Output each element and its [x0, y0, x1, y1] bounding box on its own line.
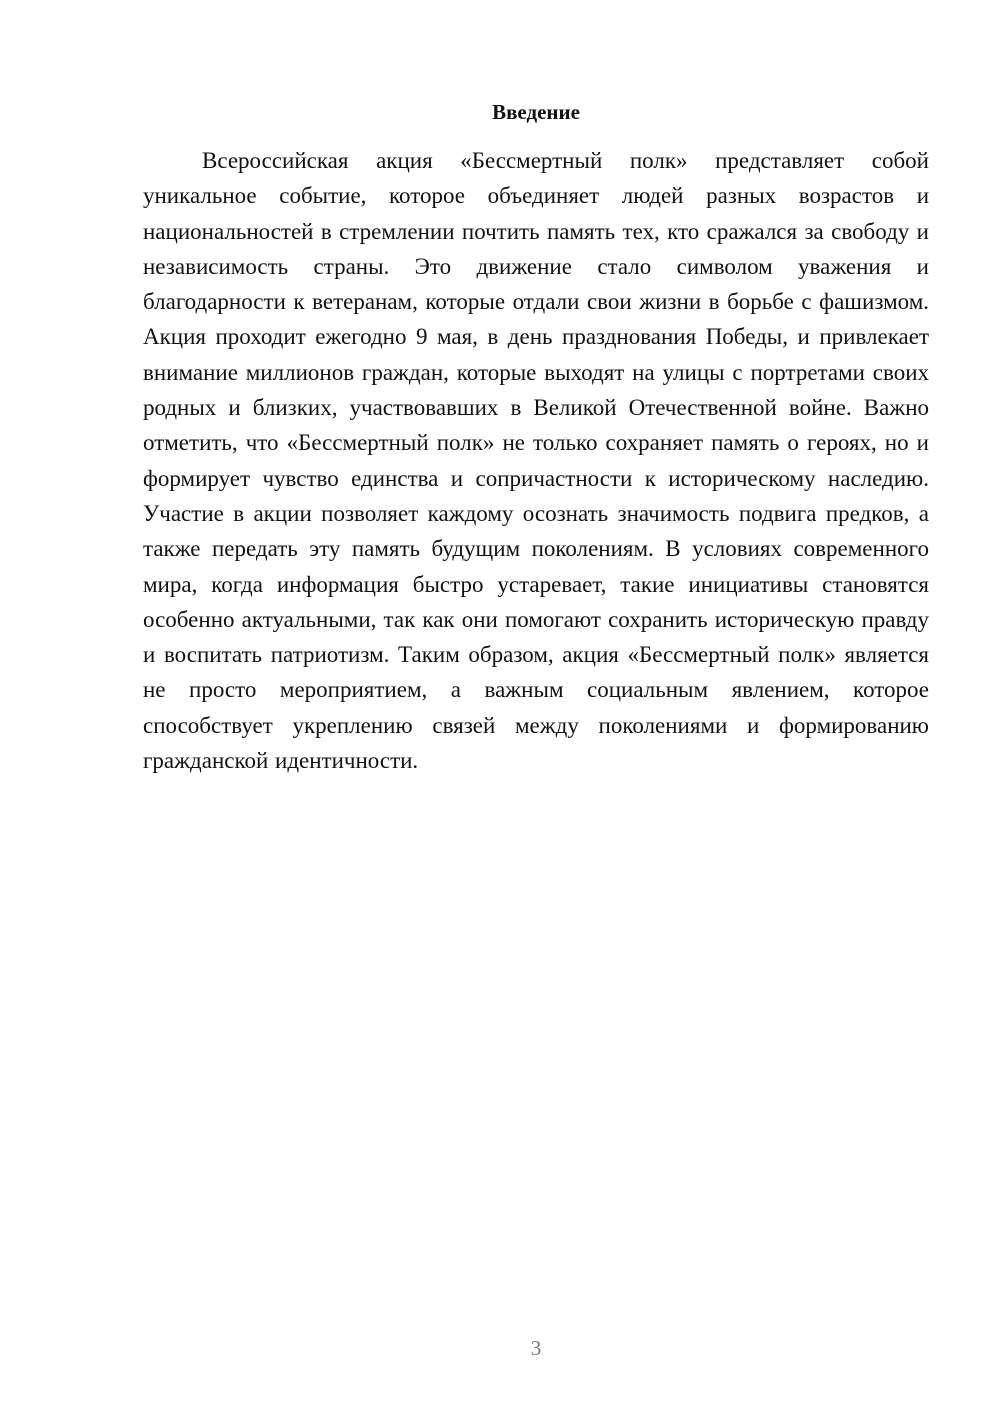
page-number: 3: [530, 1336, 542, 1360]
body-paragraph: Всероссийская акция «Бессмертный полк» представляет собой уникальное событие, которое объединяет людей разных возрастов и национальностей в стремлении почтить память тех, кто сражался за свободу и независимость страны. Это движение стало символом уважения и благодарности к ветеранам, которые отдали свои жизни в борьбе с фашизмом. Акция проходит ежегодно 9 мая, в день празднования Победы, и привлекает внимание миллионов граждан, которые выходят на улицы с портретами своих родных и близких, участвовавших в Великой Отечественной войне. Важно отметить, что «Бессмертный полк» не только сохраняет память о героях, но и формирует чувство единства и сопричастности к историческому наследию. Участие в акции позволяет каждому осознать значимость подвига предков, а также передать эту память будущим поколениям. В условиях современного мира, когда информация быстро устаревает, такие инициативы становятся особенно актуальными, так как они помогают сохранить историческую правду и воспитать патриотизм. Таким образом, акция «Бессмертный полк» является не просто мероприятием, а важным социальным явлением, которое способствует укреплению связей между поколениями и формированию гражданской идентичности.: [143, 148, 929, 774]
section-heading: Введение: [492, 100, 580, 124]
